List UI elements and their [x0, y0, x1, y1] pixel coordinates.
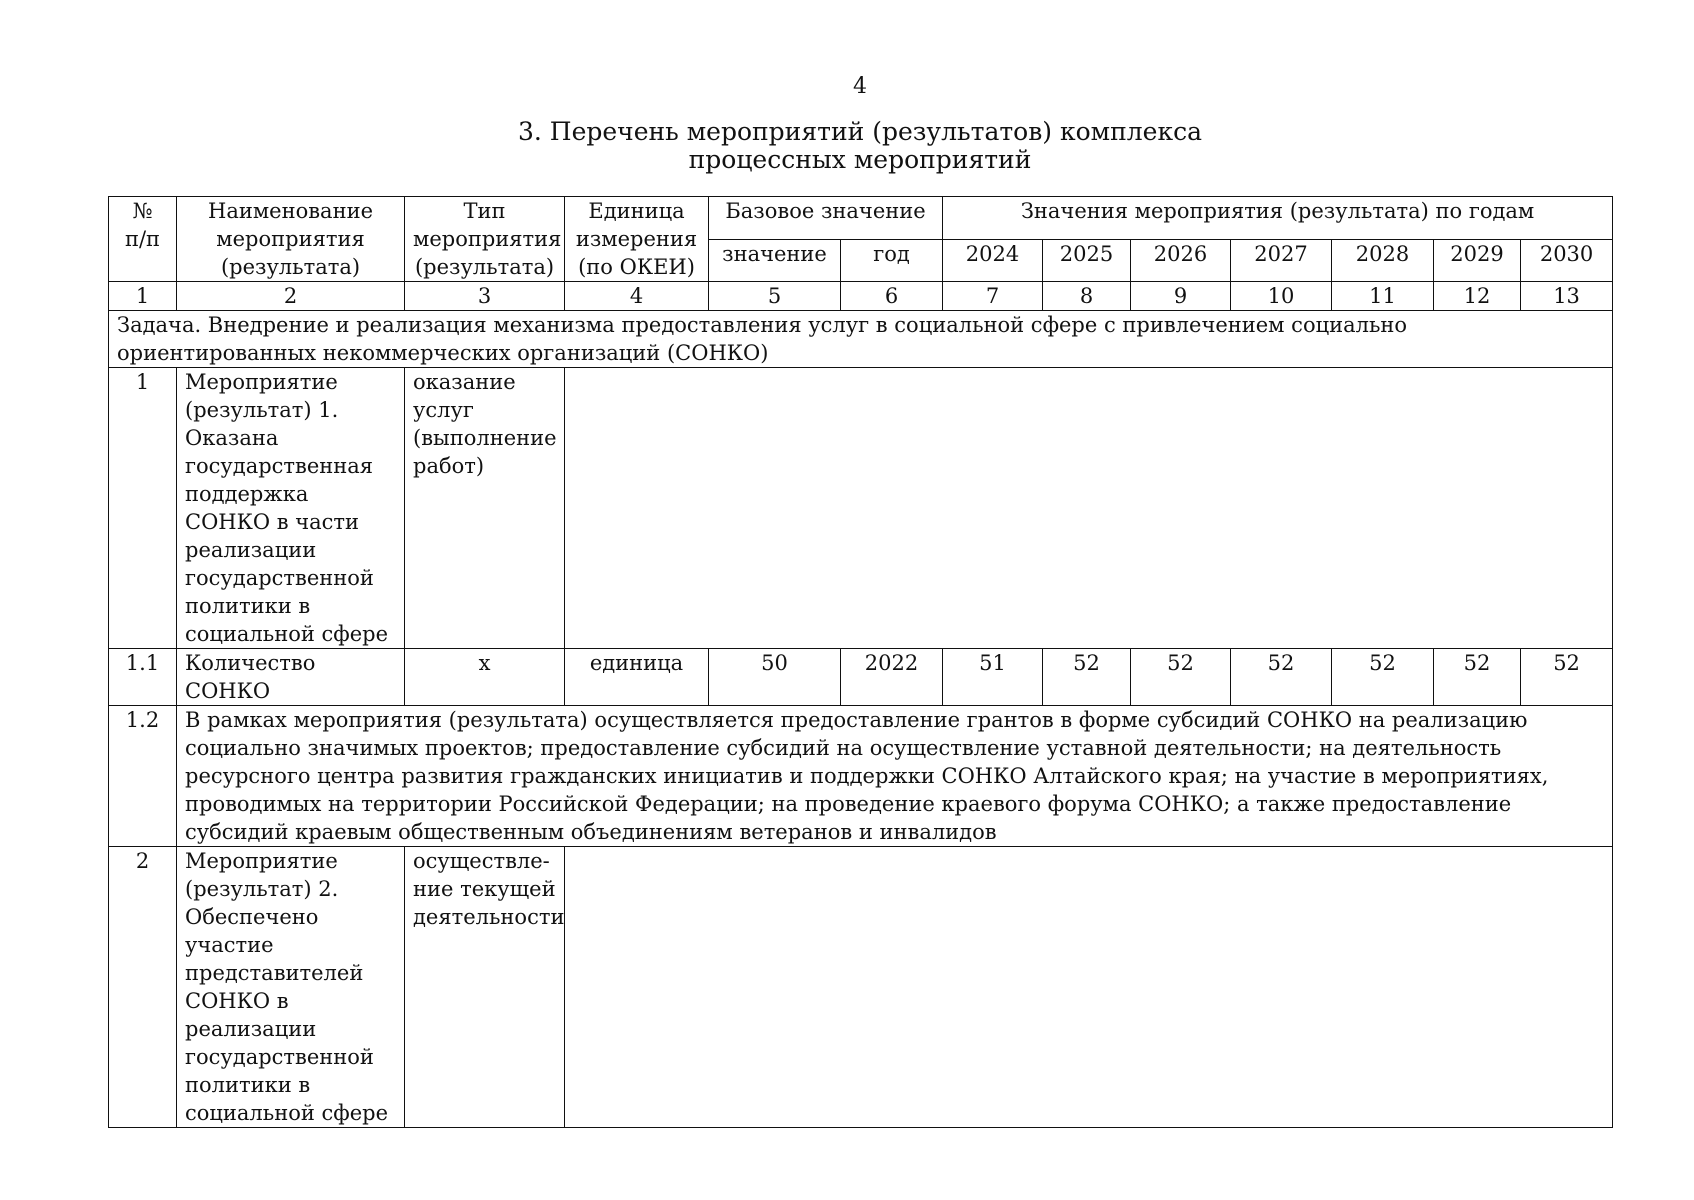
header-year-2024: 2024 — [943, 239, 1043, 282]
table-row — [109, 847, 1613, 1128]
page-number: 4 — [853, 74, 867, 99]
column-number-row — [109, 282, 1613, 311]
column-number: 5 — [709, 282, 841, 311]
header-year-2026: 2026 — [1131, 239, 1231, 282]
title-line-1: 3. Перечень мероприятий (результатов) комплекса — [517, 117, 1202, 146]
base-year: 2022 — [841, 649, 943, 706]
header-no-symbol: № — [132, 199, 153, 223]
value-2027: 52 — [1231, 649, 1332, 706]
empty-cell — [565, 368, 1613, 649]
column-number: 4 — [565, 282, 709, 311]
header-base: Базовое значение — [709, 197, 943, 240]
column-number: 9 — [1131, 282, 1231, 311]
activity-type: оказание услуг (выполнение работ) — [405, 368, 565, 649]
row-number: 1.2 — [109, 706, 177, 847]
value-2028: 52 — [1332, 649, 1434, 706]
header-base-year: год — [841, 239, 943, 282]
header-no — [109, 197, 177, 282]
header-row-1 — [109, 197, 1613, 240]
header-year-2028: 2028 — [1332, 239, 1434, 282]
indicator-unit: единица — [565, 649, 709, 706]
activity-name: Мероприятие (результат) 1. Оказана государственная поддержка СОНКО в части реализации государственной политики в социальной сфере — [177, 368, 405, 649]
page-title — [0, 118, 1694, 174]
header-base-value: значение — [709, 239, 841, 282]
value-2026: 52 — [1131, 649, 1231, 706]
task-row — [109, 311, 1613, 368]
value-2024: 51 — [943, 649, 1043, 706]
activities-table — [108, 196, 1613, 1128]
value-2025: 52 — [1043, 649, 1131, 706]
column-number: 1 — [109, 282, 177, 311]
column-number: 8 — [1043, 282, 1131, 311]
header-year-2027: 2027 — [1231, 239, 1332, 282]
empty-cell — [565, 847, 1613, 1128]
header-year-2029: 2029 — [1434, 239, 1521, 282]
header-unit: Единица измерения (по ОКЕИ) — [565, 197, 709, 282]
activity-type: осуществле-ние текущей деятельности — [405, 847, 565, 1128]
header-type: Тип мероприятия (результата) — [405, 197, 565, 282]
value-2030: 52 — [1521, 649, 1613, 706]
column-number: 12 — [1434, 282, 1521, 311]
indicator-name: Количество СОНКО — [177, 649, 405, 706]
header-name: Наименование мероприятия (результата) — [177, 197, 405, 282]
title-line-2: процессных мероприятий — [688, 145, 1032, 174]
column-number: 7 — [943, 282, 1043, 311]
row-number: 1 — [109, 368, 177, 649]
column-number: 11 — [1332, 282, 1434, 311]
header-no-abbr: п/п — [124, 227, 161, 251]
description-text: В рамках мероприятия (результата) осуществляется предоставление грантов в форме субсидий СОНКО на реализацию социально значимых проектов; предоставление субсидий на осуществление уставной деятельности; на деятельность ресурсного центра развития гражданских инициатив и поддержки СОНКО Алтайского края; на участие в мероприятиях, проводимых на территории Российской Федерации; на проведение краевого форума СОНКО; а также предоставление субсидий краевым общественным объединениям ветеранов и инвалидов — [177, 706, 1613, 847]
table-row — [109, 368, 1613, 649]
table-row — [109, 649, 1613, 706]
column-number: 6 — [841, 282, 943, 311]
column-number: 3 — [405, 282, 565, 311]
row-number: 2 — [109, 847, 177, 1128]
header-year-2030: 2030 — [1521, 239, 1613, 282]
column-number: 10 — [1231, 282, 1332, 311]
task-text: Задача. Внедрение и реализация механизма предоставления услуг в социальной сфере с привлечением социально ориентированных некоммерческих организаций (СОНКО) — [109, 311, 1613, 368]
value-2029: 52 — [1434, 649, 1521, 706]
indicator-type: х — [405, 649, 565, 706]
activity-name: Мероприятие (результат) 2. Обеспечено участие представителей СОНКО в реализации государственной политики в социальной сфере — [177, 847, 405, 1128]
table-row — [109, 706, 1613, 847]
column-number: 13 — [1521, 282, 1613, 311]
header-years-group: Значения мероприятия (результата) по годам — [943, 197, 1613, 240]
base-value: 50 — [709, 649, 841, 706]
row-number: 1.1 — [109, 649, 177, 706]
column-number: 2 — [177, 282, 405, 311]
header-year-2025: 2025 — [1043, 239, 1131, 282]
